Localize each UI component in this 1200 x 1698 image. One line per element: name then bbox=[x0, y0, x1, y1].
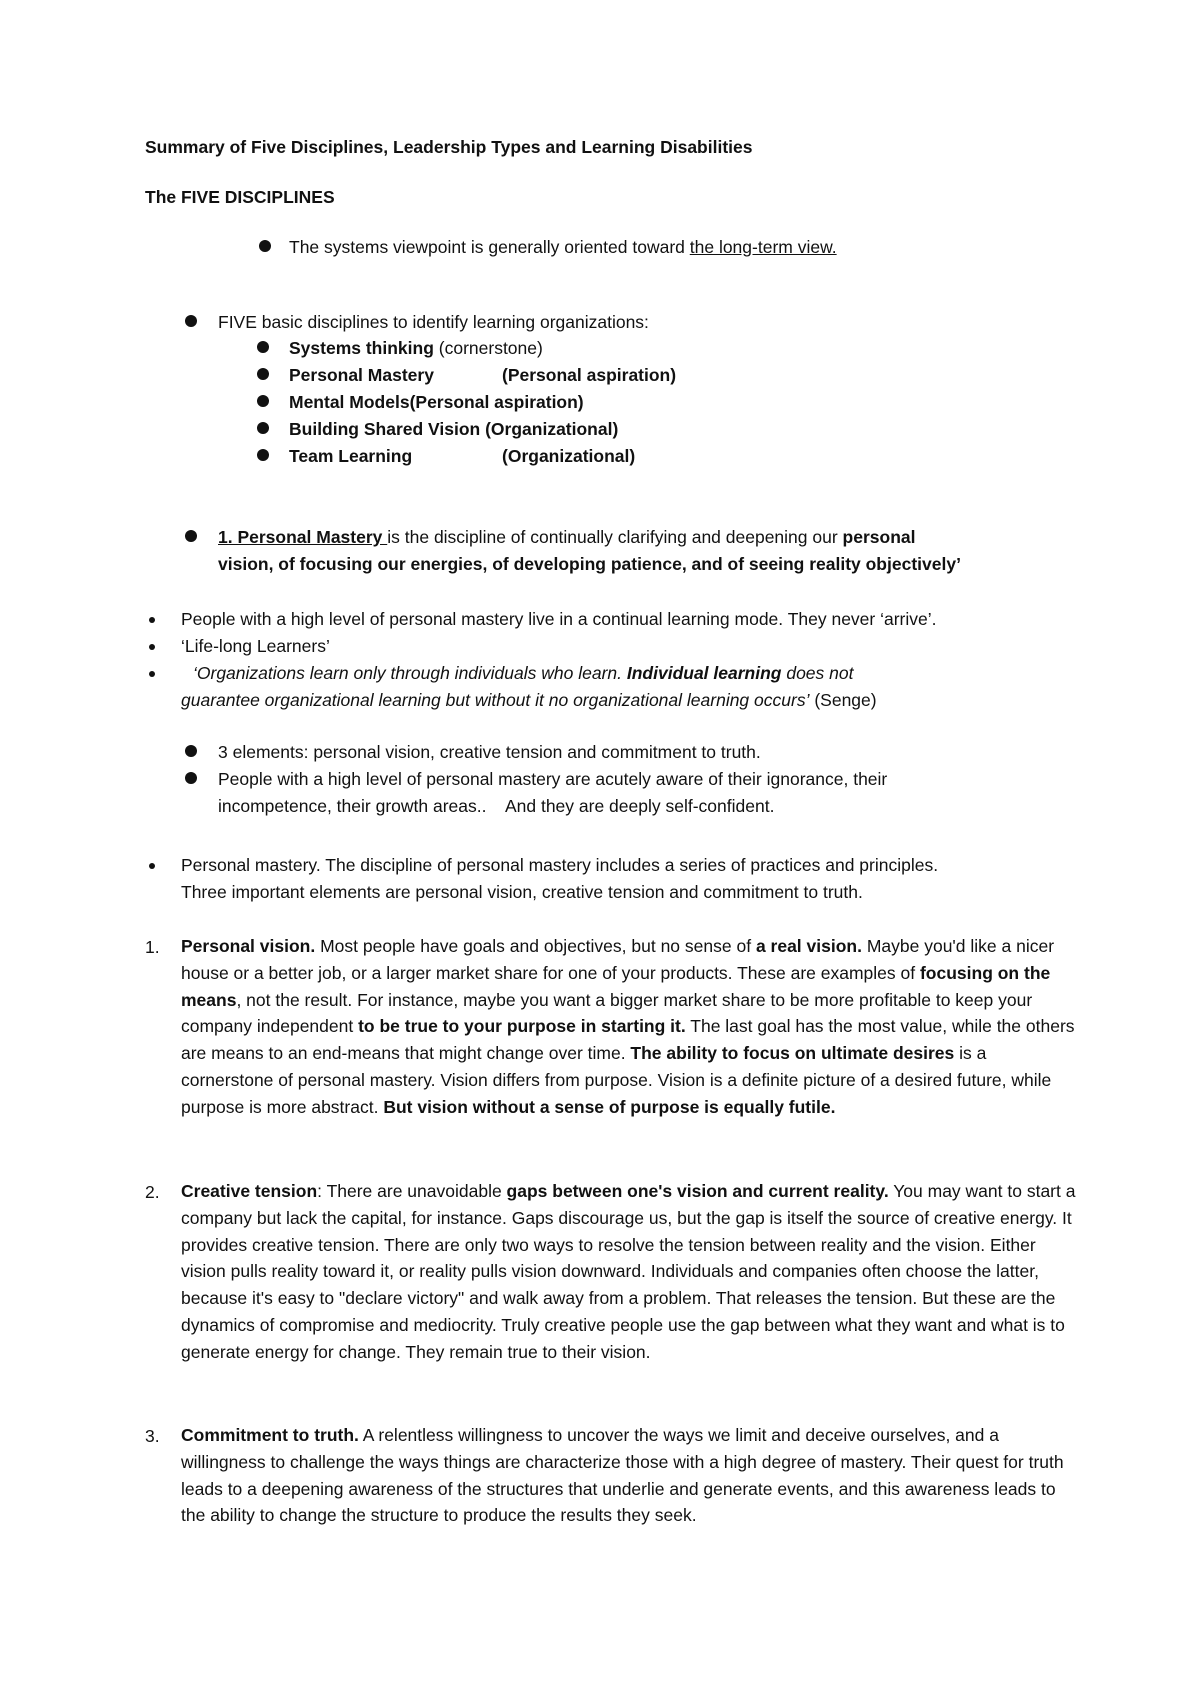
small-bullet-dot bbox=[149, 863, 155, 869]
life-long-learners-bullet: ‘Life-long Learners’ bbox=[181, 636, 330, 656]
para-text: Most people have goals and objectives, but no sense of bbox=[315, 936, 756, 956]
quote-bold: Individual learning bbox=[626, 663, 782, 683]
para-text: You may want to start a company but lack the capital, for instance. Gaps discourage us, but the gap is itself the source of creative energy. It provides creative tension. There are only two ways to resolve the tension between reality and the vision. Either vision pulls reality toward it, or reality pulls vision downward. Individuals and companies often choose the latter, because it's easy to "declare victory" and walk away from a problem. That releases the tension. But these are the dynamics of compromise and mediocrity. Truly creative people use the gap between what they want and what is to generate energy for change. They remain true to their vision. bbox=[181, 1181, 1076, 1362]
para-bold: Personal vision. bbox=[181, 936, 316, 956]
bullet-dot bbox=[257, 341, 269, 353]
discipline-name: Systems thinking bbox=[289, 338, 434, 358]
para-text: , not the result. For instance, maybe you want a bigger market share to be more profitable to keep your company independent bbox=[181, 989, 1033, 1037]
para-text: is a cornerstone of personal mastery. Vision differs from purpose. Vision is a definite picture of a desired future, while purpose is more abstract. bbox=[181, 1043, 1052, 1117]
pm-summary-line1: Personal mastery. The discipline of personal mastery includes a series of practices and principles. bbox=[181, 855, 939, 875]
quote-text: guarantee organizational learning but without it no organizational learning occurs’ bbox=[181, 690, 810, 710]
quote-attribution: (Senge) bbox=[809, 690, 877, 710]
para-text: A relentless willingness to uncover the ways we limit and deceive ourselves, and a willingness to challenge the ways things are characterize those with a high degree of mastery. Their quest for truth leads to a deepening awareness of the structures that underlie and generate events, and this awareness leads to the ability to change the structure to produce the results they seek. bbox=[181, 1425, 1064, 1526]
quote-text: ‘Organizations learn only through individuals who learn. bbox=[193, 663, 627, 683]
senge-quote-line1 bbox=[193, 660, 853, 686]
para-bold: focusing on the means bbox=[181, 962, 1051, 1010]
bullet-dot bbox=[185, 530, 197, 542]
personal-mastery-definition-line2: vision, of focusing our energies, of developing patience, and of seeing reality objectively’ bbox=[218, 554, 961, 574]
para-text: Maybe you'd like a nicer house or a better job, or a larger market share for one of your products. These are examples of bbox=[181, 936, 1055, 983]
definition-text: is the discipline of continually clarifying and deepening our bbox=[387, 527, 843, 547]
five-disciplines-intro: FIVE basic disciplines to identify learning organizations: bbox=[218, 312, 649, 332]
discipline-note: (cornerstone) bbox=[433, 338, 543, 358]
discipline-note: (Personal aspiration) bbox=[502, 365, 677, 385]
list-number: 3. bbox=[145, 1426, 160, 1446]
systems-viewpoint-text: The systems viewpoint is generally oriented toward bbox=[289, 237, 690, 257]
section-heading: The FIVE DISCIPLINES bbox=[145, 187, 335, 207]
discipline-name: Mental Models(Personal aspiration) bbox=[289, 392, 584, 412]
list-number: 2. bbox=[145, 1182, 160, 1202]
acutely-aware-line1: People with a high level of personal mastery are acutely aware of their ignorance, their bbox=[218, 769, 888, 789]
personal-mastery-label: 1. Personal Mastery bbox=[218, 527, 388, 547]
small-bullet-dot bbox=[149, 617, 155, 623]
para-text: : There are unavoidable bbox=[317, 1181, 507, 1201]
para-bold: a real vision. bbox=[755, 936, 862, 956]
discipline-name: Team Learning bbox=[289, 446, 413, 466]
acutely-aware-line2: incompetence, their growth areas.. And they are deeply self-confident. bbox=[218, 796, 775, 816]
pm-summary-line2: Three important elements are personal vision, creative tension and commitment to truth. bbox=[181, 882, 863, 902]
discipline-note: (Organizational) bbox=[502, 446, 636, 466]
commitment-to-truth-paragraph bbox=[181, 1422, 1081, 1529]
para-bold: Creative tension bbox=[181, 1181, 318, 1201]
para-bold: Commitment to truth. bbox=[181, 1425, 359, 1445]
list-number: 1. bbox=[145, 937, 160, 957]
long-term-view-underlined: the long-term view. bbox=[689, 237, 837, 257]
continual-learning-bullet: People with a high level of personal mastery live in a continual learning mode. They never ‘arrive’. bbox=[181, 609, 937, 629]
bullet-dot bbox=[185, 315, 197, 327]
bullet-dot bbox=[257, 368, 269, 380]
bullet-dot bbox=[257, 395, 269, 407]
bullet-dot bbox=[185, 745, 197, 757]
para-bold: gaps between one's vision and current reality. bbox=[506, 1181, 889, 1201]
quote-text: does not bbox=[781, 663, 854, 683]
para-bold: The ability to focus on ultimate desires bbox=[630, 1043, 955, 1064]
bullet-dot bbox=[259, 240, 271, 252]
small-bullet-dot bbox=[149, 671, 155, 677]
systems-viewpoint-line bbox=[289, 234, 837, 260]
discipline-item bbox=[289, 335, 543, 361]
definition-bold: personal bbox=[842, 527, 916, 547]
bullet-dot bbox=[185, 772, 197, 784]
discipline-name: Building Shared Vision (Organizational) bbox=[289, 419, 619, 439]
discipline-name: Personal Mastery bbox=[289, 365, 434, 385]
para-bold: But vision without a sense of purpose is equally futile. bbox=[383, 1096, 836, 1117]
bullet-dot bbox=[257, 449, 269, 461]
three-elements-bullet: 3 elements: personal vision, creative tension and commitment to truth. bbox=[218, 742, 761, 762]
senge-quote-line2 bbox=[181, 687, 877, 713]
creative-tension-paragraph bbox=[181, 1178, 1081, 1366]
para-bold: to be true to your purpose in starting it. bbox=[358, 1016, 686, 1037]
small-bullet-dot bbox=[149, 644, 155, 650]
document-title: Summary of Five Disciplines, Leadership Types and Learning Disabilities bbox=[145, 137, 753, 157]
personal-mastery-definition-line1 bbox=[218, 524, 916, 550]
personal-vision-paragraph bbox=[181, 933, 1081, 1121]
bullet-dot bbox=[257, 422, 269, 434]
para-text: The last goal has the most value, while the others are means to an end-means that might change over time. bbox=[181, 1016, 1075, 1064]
